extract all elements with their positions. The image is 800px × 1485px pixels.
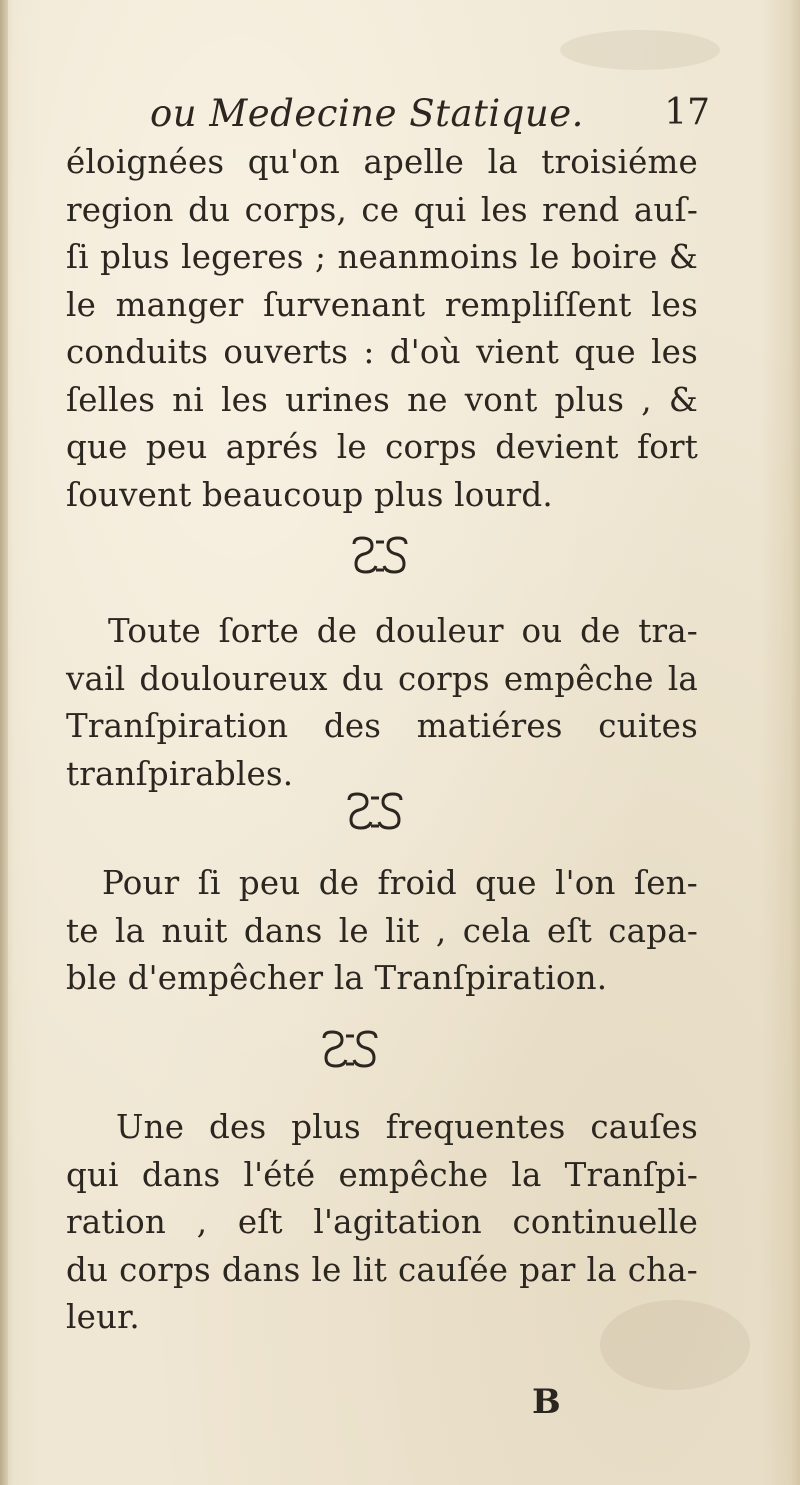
text-line: Pour ſi peu de froid que l'on ſen- (102, 864, 698, 902)
text-line: ſouvent beaucoup plus lourd. (66, 475, 553, 514)
signature-mark: B (532, 1382, 561, 1422)
page-binding-edge (0, 0, 8, 1485)
text-line: te la nuit dans le lit , cela eſt capa- (66, 911, 698, 950)
fleuron-ornament-icon (345, 792, 405, 832)
text-line: qui dans l'été empêche la Tranſpi- (66, 1155, 698, 1194)
running-title: ou Medecine Statique. (150, 92, 584, 135)
page-header (150, 92, 710, 142)
text-line: Toute ſorte de douleur ou de tra- (108, 612, 698, 650)
text-line: region du corps, ce qui les rend auſ- (66, 190, 698, 229)
text-line: le manger ſurvenant rempliſſent les (66, 285, 698, 324)
fleuron-ornament-icon (350, 536, 410, 576)
text-line: que peu aprés le corps devient fort (66, 428, 698, 466)
text-line: tranſpirables. (66, 754, 294, 793)
paragraph-2 (66, 608, 698, 798)
paper-stain (560, 30, 720, 70)
text-line: Tranſpiration des matiéres cuites (66, 707, 698, 745)
paragraph-1 (66, 139, 698, 519)
page-number: 17 (664, 92, 710, 133)
text-line: ſi plus legeres ; neanmoins le boire & (66, 238, 698, 276)
text-line: leur. (66, 1298, 140, 1336)
paragraph-4 (66, 1104, 698, 1342)
text-line: du corps dans le lit cauſée par la cha- (66, 1250, 698, 1289)
paragraph-3 (66, 860, 698, 1003)
text-line: Une des plus frequentes cauſes (116, 1108, 698, 1146)
text-line: ſelles ni les urines ne vont plus , & (66, 380, 698, 419)
text-line: conduits ouverts : d'où vient que les (66, 333, 698, 371)
text-line: vail douloureux du corps empêche la (66, 659, 698, 698)
text-line: ble d'empêcher la Tranſpiration. (66, 959, 608, 997)
text-line: éloignées qu'on apelle la troisiéme (66, 143, 698, 181)
fleuron-ornament-icon (320, 1030, 380, 1070)
text-line: ration , eſt l'agitation continuelle (66, 1203, 698, 1241)
